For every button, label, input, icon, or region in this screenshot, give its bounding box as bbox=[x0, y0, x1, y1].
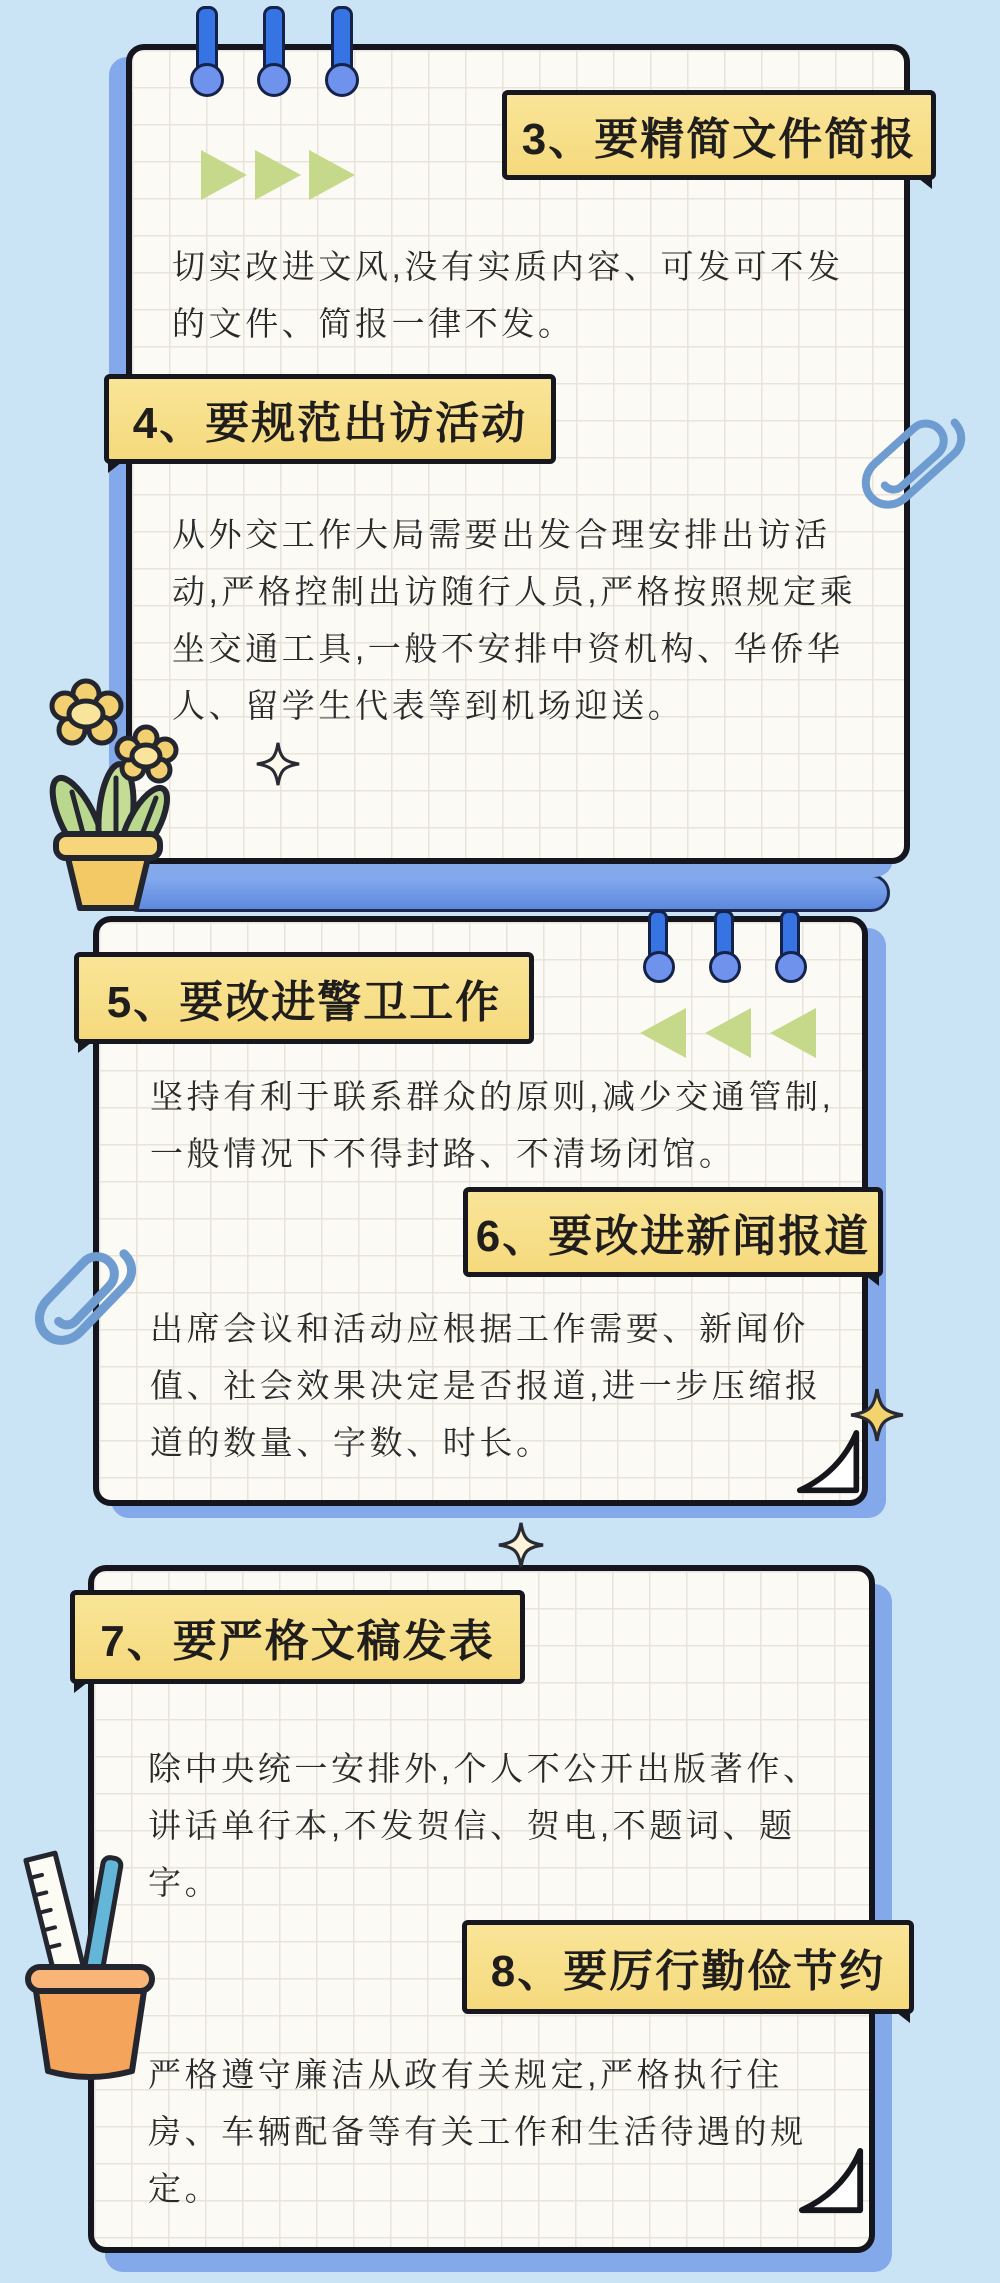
section-7-heading bbox=[70, 1590, 525, 1684]
sparkle-icon bbox=[850, 1388, 904, 1442]
section-4-heading bbox=[104, 374, 556, 464]
card2-backing-bar bbox=[120, 874, 890, 912]
binder-ring-icon bbox=[196, 6, 218, 76]
section-3-body: 切实改进文风,没有实质内容、可发可不发的文件、简报一律不发。 bbox=[172, 248, 844, 342]
binder-clip-icon bbox=[714, 910, 734, 962]
section-6-heading bbox=[463, 1187, 883, 1277]
section-7-body: 除中央统一安排外,个人不公开出版著作、讲话单行本,不发贺信、贺电,不题词、题字。 bbox=[148, 1750, 820, 1901]
binder-ring-icon bbox=[263, 6, 285, 76]
binder-clip-icon bbox=[648, 910, 668, 962]
flower-pot-icon bbox=[28, 664, 188, 914]
section-8-heading bbox=[462, 1920, 914, 2014]
section-7-heading-text: 7、要严格文稿发表 bbox=[100, 1617, 495, 1666]
pen-cup-icon bbox=[10, 1845, 170, 2085]
section-4-heading-text: 4、要规范出访活动 bbox=[132, 399, 528, 448]
section-5-body: 坚持有利于联系群众的原则,减少交通管制,一般情况下不得封路、不清场闭馆。 bbox=[150, 1078, 835, 1172]
section-4-body: 从外交工作大局需要出发合理安排出访活动,严格控制出访随行人员,严格按照规定乘坐交通工具,一般不安排中资机构、华侨华人、留学生代表等到机场迎送。 bbox=[172, 516, 857, 724]
section-3-heading-text: 3、要精简文件简报 bbox=[521, 115, 917, 164]
sparkle-icon bbox=[498, 1522, 544, 1568]
section-6-heading-text: 6、要改进新闻报道 bbox=[475, 1212, 871, 1261]
page-fold-icon bbox=[798, 2148, 866, 2216]
section-5-heading bbox=[74, 952, 534, 1044]
sparkle-icon bbox=[256, 742, 300, 786]
section-8-heading-text: 8、要厉行勤俭节约 bbox=[490, 1947, 886, 1996]
binder-ring-icon bbox=[331, 6, 353, 76]
binder-clip-icon bbox=[780, 910, 800, 962]
section-5-heading-text: 5、要改进警卫工作 bbox=[106, 978, 502, 1027]
section-6-body: 出席会议和活动应根据工作需要、新闻价值、社会效果决定是否报道,进一步压缩报道的数量、字数、时长。 bbox=[150, 1310, 822, 1461]
paperclip-icon bbox=[858, 406, 968, 514]
section-8-body: 严格遵守廉洁从政有关规定,严格执行住房、车辆配备等有关工作和生活待遇的规定。 bbox=[148, 2056, 807, 2207]
paperclip-icon bbox=[26, 1230, 144, 1358]
section-3-heading bbox=[502, 90, 936, 180]
